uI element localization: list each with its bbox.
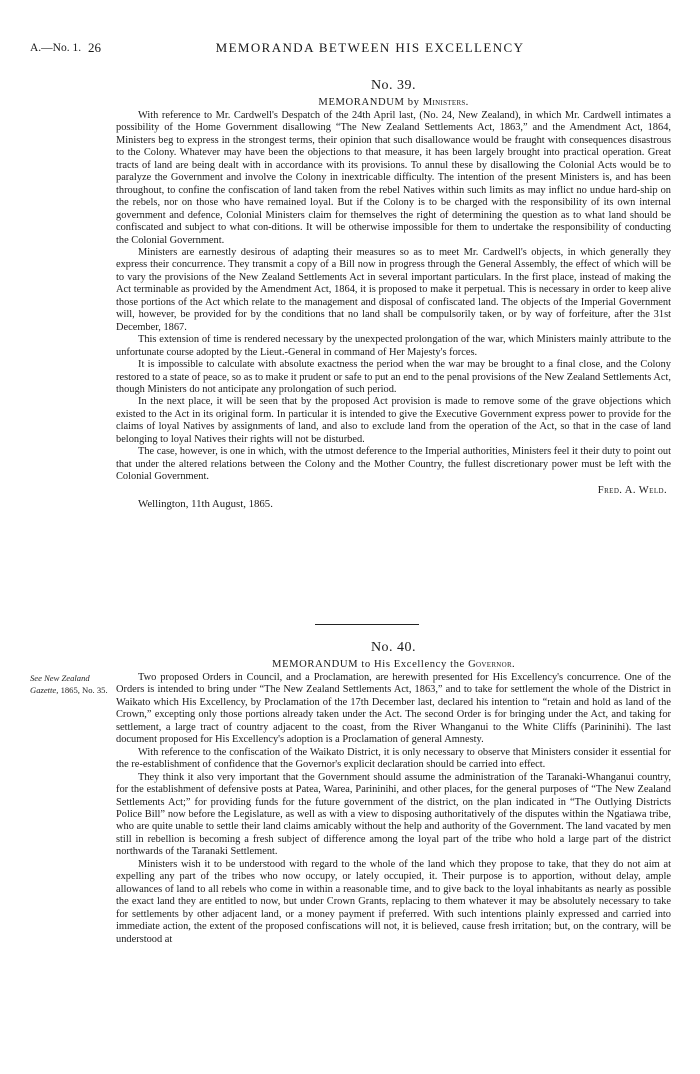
running-header xyxy=(30,40,670,56)
memo-40-paragraph-1: Two proposed Orders in Council, and a Proclamation, are herewith presented for His Excellency's concurrence. One of the Orders is intended to bring under “The New Zealand Settlements Act, 1863,” and to take for settlement the whole of the District in Waikato which His Excellency, by Proclamation of the 17th December last, declared his intention to “retain and hold as land of the Crown,” excepting only those portions already taken under the Act. The second Order is for bringing under the Act, and taking for settlement, a large tract of country adjacent to the coast, from the River Whanganui to the White Cliffs (Parininihi). The last document proposed for His Excellency's adoption is a Proclamation of general Amnesty. xyxy=(116,672,671,746)
signature: Fred. A. Weld. xyxy=(597,484,667,496)
section-divider xyxy=(315,624,419,625)
memo-39-number: No. 39. xyxy=(370,78,417,93)
memo-39-paragraph-5: In the next place, it will be seen that by the proposed Act provision is made to remove some of the grave objections which existed to the Act in its original form. In particular it is intended to give the Executive Government express power to provide for the claims of loyal Natives by assignments of land, and also to exclude land from the operation of the Act, so that in the case of land belonging to loyal Natives their rights will not be disturbed. xyxy=(116,396,671,445)
memo-40-paragraph-2: With reference to the confiscation of the Waikato District, it is only necessary to observe that Ministers consider it essential for the re-establishment of confidence that the Governor's explicit declaration should be carried into effect. xyxy=(116,746,671,771)
margin-note: See New Zealand Gazette, 1865, No. 35. xyxy=(30,673,108,696)
memo-39-paragraph-2: Ministers are earnestly desirous of adapting their measures so as to meet Mr. Cardwell's objects, in which generally they express their concurrence. They transmit a copy of a Bill now in progress through the General Assembly, the effect of which will be to vary the provisions of the New Zealand Settlements Act in several important particulars. In the first place, instead of making the Act terminable as provided by the Amendment Act, 1864, it is proposed to make it perpetual. This is necessary in order to keep alive those portions of the Act which relate to the management and disposal of confiscated land. The objects of the Imperial Government will, however, be provided for by the conditions that no land shall be compulsorily taken, or by way of forfeiture, after the 31st December, 1867. xyxy=(116,246,671,333)
memo-39-title: MEMORANDUM by Ministers. xyxy=(318,97,469,108)
memo-40-paragraph-4: Ministers wish it to be understood with regard to the whole of the land which they propose to take, that they do not aim at expelling any part of the tribes who now occupy, or lately occupied, it. Their purpose is to apportion, without delay, ample allowances of land to all rebels who come in within a reasonable time, and to give back to the loyal inhabitants as nearly as possible the exact land they are entitled to now, but under Crown Grants, replacing to them whatever it may be absolutely necessary to take for settlements by other adjacent land, or a money payment if preferred. With such intentions plainly expressed and carried into immediate action, the extent of the proposed confiscations will not, it is believed, cause fresh irritation; but, on the contrary, will be understood at xyxy=(116,858,671,945)
memo-40-number: No. 40. xyxy=(370,640,417,655)
memo-40-paragraph-3: They think it also very important that the Government should assume the administration of the Taranaki-Whanganui country, for the establishment of defensive posts at Patea, Warea, Parininihi, and other places, for the general purposes of “The New Zealand Settlements Act;” for providing funds for the future government of the district, on the plan indicated in “The Outlying Districts Police Bill” now before the Legislature, as well as with a view to disposing authoritatively of the disputes within the Ngatiawa tribe, who are quite unable to settle their land claims amicably without the help and authority of the Government. The land vacated by men still in rebellion is becoming a fresh subject of difference among the loyal part of the tribe who hold a large part of the district northwards of the Taranaki Settlement. xyxy=(116,771,671,858)
memo-40-title: MEMORANDUM to His Excellency the Governor. xyxy=(272,659,515,670)
page-number: 26 xyxy=(88,40,101,55)
memo-39 xyxy=(116,76,671,511)
memo-40 xyxy=(116,638,671,946)
dateline: Wellington, 11th August, 1865. xyxy=(138,497,273,510)
paper-reference: A.—No. 1. xyxy=(30,42,82,54)
running-title: MEMORANDA BETWEEN HIS EXCELLENCY xyxy=(215,40,525,55)
memo-39-paragraph-3: This extension of time is rendered necessary by the unexpected prolongation of the war, which Ministers mainly attribute to the unfortunate course adopted by the Lieut.-General in command of Her Majesty's forces. xyxy=(116,334,671,358)
memo-39-paragraph-6: The case, however, is one in which, with the utmost deference to the Imperial authorities, Ministers feel it their duty to point out that under the altered relations between the Colony and the Mother Country, the fullest discretionary power must be left with the Colonial Government. xyxy=(116,446,671,483)
memo-39-paragraph-1: With reference to Mr. Cardwell's Despatch of the 24th April last, (No. 24, New Zealand), in which Mr. Cardwell intimates a possibility of the Home Government disallowing “The New Zealand Settlements Act, 1863,” and the Amendment Act, 1864, Ministers beg to express in the strongest terms, their opinion that such disallowance would be fraught with consequences disastrous to the Colony. Whatever may have been the objections to that measure, it has been largely brought into practical operation. Great tracts of land are being dealt with in accordance with its provisions. To annul these by disallowing the Colonial Acts would be to paralyze the Government and involve the Colony in inextricable difficulty. The intention of the present Ministers is, and has been throughout, to confine the confiscation of land taken from the rebel Natives within such limits as may inflict no undue hard-ship on the rebels, nor on those who have remained loyal. But if the Colony is to be charged with the responsibility of its own internal government and defence, Colonial Ministers claim for themselves the right of determining the question as to what land should be confiscated and subject to what con-ditions. It will be otherwise impossible for them to undertake the responsibility of conducting the Colonial Government. xyxy=(116,110,671,246)
memo-39-paragraph-4: It is impossible to calculate with absolute exactness the period when the war may be brought to a final close, and the Colony restored to a state of peace, so as to make it prudent or safe to put an end to the penal provisions of the New Zealand Settlements Act, though Ministers do not anticipate any prolongation of such period. xyxy=(116,359,671,395)
